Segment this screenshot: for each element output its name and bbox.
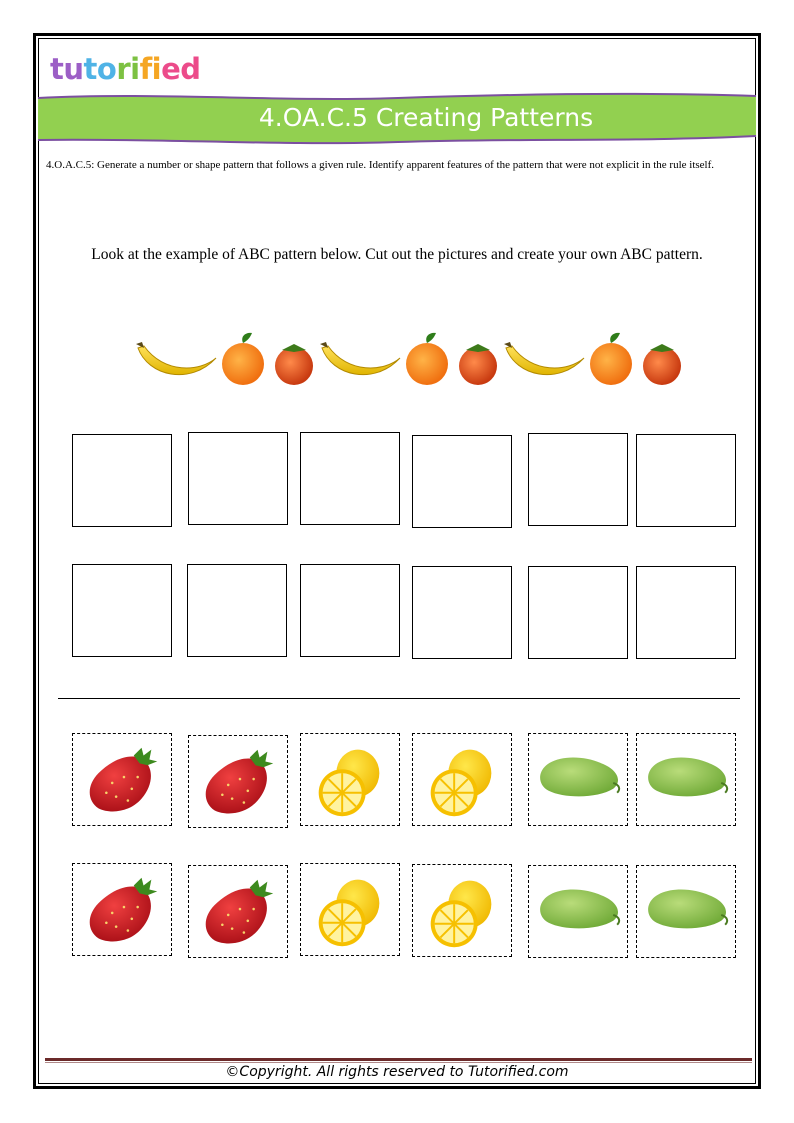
- cutout-card-lemon[interactable]: [412, 733, 512, 826]
- strawberry-icon: [73, 734, 171, 825]
- banana-icon: [136, 342, 216, 375]
- mango-icon: [529, 734, 627, 825]
- mango-icon: [529, 866, 627, 957]
- lemon-icon: [301, 734, 399, 825]
- answer-box[interactable]: [528, 433, 628, 526]
- footer-rule: [45, 1058, 752, 1061]
- answer-box[interactable]: [528, 566, 628, 659]
- cutout-card-lemon[interactable]: [412, 864, 512, 957]
- abc-pattern-example: [130, 328, 690, 390]
- cutout-card-mango[interactable]: [528, 865, 628, 958]
- answer-box[interactable]: [636, 566, 736, 659]
- answer-box[interactable]: [187, 564, 287, 657]
- lemon-icon: [413, 865, 511, 956]
- lemon-icon: [301, 864, 399, 955]
- answer-box[interactable]: [412, 435, 512, 528]
- strawberry-icon: [189, 866, 287, 957]
- peach-icon: [275, 344, 313, 385]
- cutout-card-strawberry[interactable]: [188, 735, 288, 828]
- tutorified-logo: tutorified: [50, 52, 201, 86]
- answer-box[interactable]: [188, 432, 288, 525]
- copyright-footer: ©Copyright. All rights reserved to Tutorified.com: [225, 1064, 569, 1080]
- strawberry-icon: [189, 736, 287, 827]
- answer-box[interactable]: [72, 564, 172, 657]
- footer-rule-thin: [45, 1062, 752, 1063]
- instruction-text: Look at the example of ABC pattern below. Cut out the pictures and create your own ABC pattern.: [91, 246, 703, 263]
- answer-box[interactable]: [72, 434, 172, 527]
- lemon-icon: [413, 734, 511, 825]
- mango-icon: [637, 866, 735, 957]
- cutout-card-strawberry[interactable]: [72, 733, 172, 826]
- cutout-card-mango[interactable]: [528, 733, 628, 826]
- strawberry-icon: [73, 864, 171, 955]
- page-title: 4.OA.C.5 Creating Patterns: [258, 103, 594, 132]
- answer-box[interactable]: [412, 566, 512, 659]
- answer-box[interactable]: [300, 432, 400, 525]
- cutout-card-mango[interactable]: [636, 733, 736, 826]
- orange-icon: [222, 333, 264, 385]
- cut-line: [58, 698, 740, 699]
- standard-description: 4.O.A.C.5: Generate a number or shape pattern that follows a given rule. Identify apparent features of the pattern that were not explicit in the rule itself.: [46, 159, 715, 171]
- cutout-card-strawberry[interactable]: [188, 865, 288, 958]
- answer-box[interactable]: [300, 564, 400, 657]
- cutout-card-lemon[interactable]: [300, 863, 400, 956]
- cutout-card-strawberry[interactable]: [72, 863, 172, 956]
- answer-box[interactable]: [636, 434, 736, 527]
- cutout-card-lemon[interactable]: [300, 733, 400, 826]
- cutout-card-mango[interactable]: [636, 865, 736, 958]
- mango-icon: [637, 734, 735, 825]
